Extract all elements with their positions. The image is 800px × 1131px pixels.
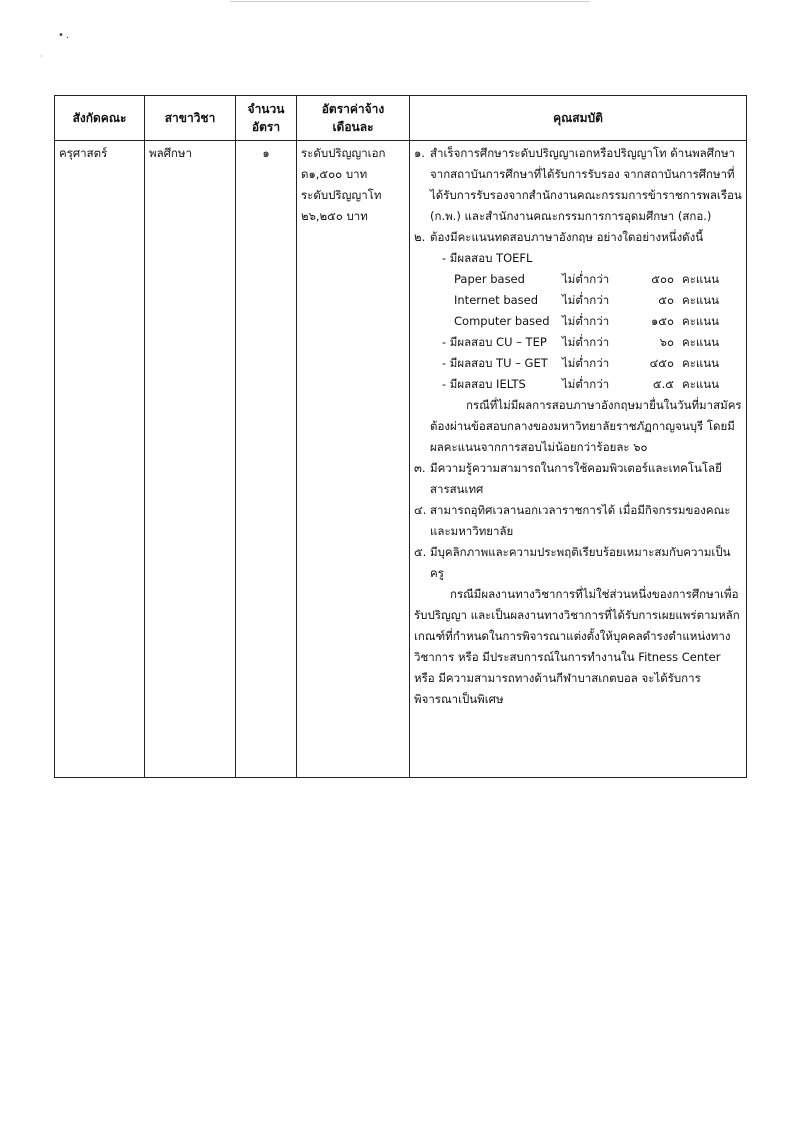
score-row — [442, 269, 742, 290]
item-text: สำเร็จการศึกษาระดับปริญญาเอกหรือปริญญาโท ด้านพลศึกษา จากสถาบันการศึกษาที่ได้รับการรับรอง จากสถาบันการศึกษาที่ได้รับการรับรองจากสำนักงานคณะกรรมการข้าราชการพลเรือน (ก.พ.) และสำนักงานคณะกรรมการการอุดมศึกษา (สกอ.) — [430, 146, 742, 223]
score-name: Internet based — [454, 293, 539, 307]
cell-major: พลศึกษา — [145, 141, 236, 778]
table-row — [55, 141, 747, 778]
score-condition: ไม่ต่ำกว่า — [562, 335, 610, 349]
score-value: ๕.๕ — [652, 377, 674, 391]
score-row — [442, 374, 742, 395]
score-row — [442, 290, 742, 311]
item-text: สามารถอุทิศเวลานอกเวลาราชการได้ เมื่อมีกิจกรรมของคณะ และมหาวิทยาลัย — [430, 503, 731, 538]
item-number: ๓. — [414, 461, 426, 475]
scan-top-line — [230, 1, 590, 2]
header-qualifications: คุณสมบัติ — [410, 96, 747, 141]
score-unit: คะแนน — [682, 377, 720, 391]
score-condition: ไม่ต่ำกว่า — [562, 377, 610, 391]
score-name: Computer based — [454, 314, 550, 328]
item-text: มีความรู้ความสามารถในการใช้คอมพิวเตอร์และเทคโนโลยีสารสนเทศ — [430, 461, 722, 496]
score-name: - มีผลสอบ CU – TEP — [442, 335, 547, 349]
score-value: ๔๕๐ — [649, 356, 674, 370]
score-value: ๕๐๐ — [651, 272, 674, 286]
score-row — [442, 353, 742, 374]
score-condition: ไม่ต่ำกว่า — [562, 293, 610, 307]
item-number: ๑. — [414, 146, 425, 160]
qualification-table — [54, 95, 747, 778]
score-unit: คะแนน — [682, 356, 720, 370]
score-value: ๕๐ — [658, 293, 674, 307]
score-name: Paper based — [454, 272, 525, 286]
score-name: - มีผลสอบ TU – GET — [442, 356, 548, 370]
score-value: ๖๐ — [659, 335, 674, 349]
header-major: สาขาวิชา — [145, 96, 236, 141]
qualification-item-3 — [414, 458, 742, 500]
header-faculty: สังกัดคณะ — [55, 96, 145, 141]
scan-speck: · — [40, 52, 43, 61]
cell-count: ๑ — [236, 141, 297, 778]
toefl-label: - มีผลสอบ TOEFL — [442, 251, 533, 265]
scan-specks: •. — [58, 30, 72, 41]
score-unit: คะแนน — [682, 272, 720, 286]
score-name: - มีผลสอบ IELTS — [442, 377, 526, 391]
item-number: ๒. — [414, 230, 426, 244]
qualification-item-4 — [414, 500, 742, 542]
item-number: ๕. — [414, 545, 427, 559]
header-salary: อัตราค่าจ้าง เดือนละ — [297, 96, 410, 141]
cell-faculty: ครุศาสตร์ — [55, 141, 145, 778]
score-unit: คะแนน — [682, 314, 720, 328]
item-text: ต้องมีคะแนนทดสอบภาษาอังกฤษ อย่างใดอย่างหนึ่งดังนี้ — [430, 230, 704, 244]
score-unit: คะแนน — [682, 335, 720, 349]
score-row — [442, 332, 742, 353]
score-list — [414, 269, 742, 395]
score-condition: ไม่ต่ำกว่า — [562, 314, 610, 328]
score-condition: ไม่ต่ำกว่า — [562, 272, 610, 286]
item-number: ๔. — [414, 503, 427, 517]
cell-salary: ระดับปริญญาเอก ด๑,๕๐๐ บาท ระดับปริญญาโท ๒๖,๒๕๐ บาท — [297, 141, 410, 778]
qualification-item-1 — [414, 143, 742, 227]
item-text: มีบุคลิกภาพและความประพฤติเรียบร้อยเหมาะสมกับความเป็นครู — [430, 545, 731, 580]
table-header-row — [55, 96, 747, 141]
header-count: จำนวน อัตรา — [236, 96, 297, 141]
special-consideration: กรณีมีผลงานทางวิชาการที่ไม่ใช่ส่วนหนึ่งของการศึกษาเพื่อรับปริญญา และเป็นผลงานทางวิชาการที่ได้รับการเผยแพร่ตามหลักเกณฑ์ที่กำหนดในการพิจารณาแต่งตั้งให้บุคคลดำรงตำแหน่งทางวิชาการ หรือ มีประสบการณ์ในการทำงานใน Fitness Center หรือ มีความสามารถทางด้านกีฬาบาสเกตบอล จะได้รับการพิจารณาเป็นพิเศษ — [414, 587, 740, 706]
qualification-item-2 — [414, 227, 742, 248]
english-note: กรณีที่ไม่มีผลการสอบภาษาอังกฤษมายื่นในวันที่มาสมัคร ต้องผ่านข้อสอบกลางของมหาวิทยาลัยราชภัฏกาญจนบุรี โดยมีผลคะแนนจากการสอบไม่น้อยกว่าร้อยละ ๖๐ — [430, 398, 742, 454]
qualification-item-5 — [414, 542, 742, 584]
score-row — [442, 311, 742, 332]
cell-qualifications — [410, 141, 747, 778]
score-unit: คะแนน — [682, 293, 720, 307]
score-value: ๑๕๐ — [650, 314, 674, 328]
score-condition: ไม่ต่ำกว่า — [562, 356, 610, 370]
